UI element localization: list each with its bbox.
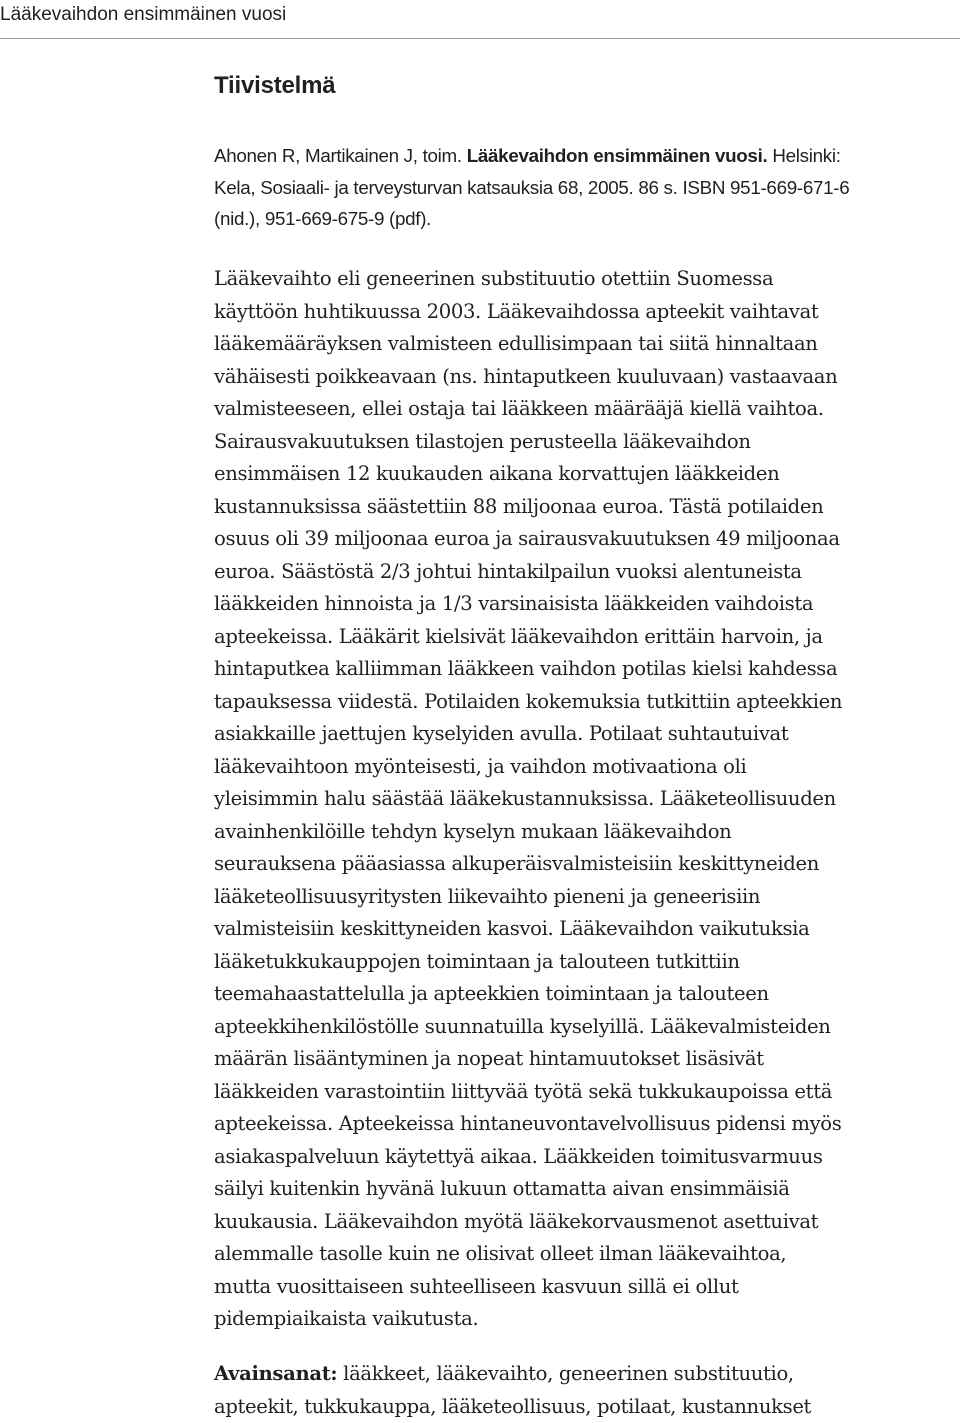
- abstract-line: kuukausia. Lääkevaihdon myötä lääkekorvausmenot asettuivat: [214, 1206, 954, 1239]
- abstract-line: lääketeollisuusyritysten liikevaihto pieneni ja geneerisiin: [214, 881, 954, 914]
- abstract-line: kustannuksissa säästettiin 88 miljoonaa euroa. Tästä potilaiden: [214, 491, 954, 524]
- citation-line-1: [214, 140, 954, 172]
- keywords: [214, 1358, 954, 1423]
- abstract-line: lääkkeiden varastointiin liittyvää työtä sekä tukkukaupoissa että: [214, 1076, 954, 1109]
- abstract-line: vähäisesti poikkeavaan (ns. hintaputkeen kuuluvaan) vastaavaan: [214, 361, 954, 394]
- citation-line-3: (nid.), 951-669-675-9 (pdf).: [214, 203, 954, 235]
- abstract-line: Lääkevaihto eli geneerinen substituutio otettiin Suomessa: [214, 263, 954, 296]
- header-divider: [0, 38, 960, 39]
- abstract-line: tapauksessa viidestä. Potilaiden kokemuksia tutkittiin apteekkien: [214, 686, 954, 719]
- abstract-line: euroa. Säästöstä 2/3 johtui hintakilpailun vuoksi alentuneista: [214, 556, 954, 589]
- abstract-line: alemmalle tasolle kuin ne olisivat olleet ilman lääkevaihtoa,: [214, 1238, 954, 1271]
- abstract-line: teemahaastattelulla ja apteekkien toimintaan ja talouteen: [214, 978, 954, 1011]
- keywords-list-part-1: lääkkeet, lääkevaihto, geneerinen substituutio,: [337, 1362, 794, 1385]
- abstract-line: osuus oli 39 miljoonaa euroa ja sairausvakuutuksen 49 miljoonaa: [214, 523, 954, 556]
- citation-book-title: Lääkevaihdon ensimmäinen vuosi.: [467, 145, 768, 166]
- abstract-line: lääkevaihtoon myönteisesti, ja vaihdon motivaationa oli: [214, 751, 954, 784]
- citation-authors: Ahonen R, Martikainen J, toim.: [214, 145, 467, 166]
- abstract-line: seurauksena pääasiassa alkuperäisvalmisteisiin keskittyneiden: [214, 848, 954, 881]
- abstract-line: apteekkihenkilöstölle suunnatuilla kyselyillä. Lääkevalmisteiden: [214, 1011, 954, 1044]
- abstract-line: asiakaspalveluun käytettyä aikaa. Lääkkeiden toimitusvarmuus: [214, 1141, 954, 1174]
- section-title: Tiivistelmä: [214, 72, 335, 100]
- abstract-line: määrän lisääntyminen ja nopeat hintamuutokset lisäsivät: [214, 1043, 954, 1076]
- abstract-line: apteekeissa. Lääkärit kielsivät lääkevaihdon erittäin harvoin, ja: [214, 621, 954, 654]
- keywords-label: Avainsanat:: [214, 1362, 337, 1385]
- citation-line-2: Kela, Sosiaali- ja terveysturvan katsauksia 68, 2005. 86 s. ISBN 951-669-671-6: [214, 172, 954, 204]
- keywords-list-part-2: apteekit, tukkukauppa, lääketeollisuus, potilaat, kustannukset: [214, 1391, 954, 1423]
- abstract-line: Sairausvakuutuksen tilastojen perusteella lääkevaihdon: [214, 426, 954, 459]
- abstract-line: ensimmäisen 12 kuukauden aikana korvattujen lääkkeiden: [214, 458, 954, 491]
- abstract-line: yleisimmin halu säästää lääkekustannuksissa. Lääketeollisuuden: [214, 783, 954, 816]
- abstract-line: hintaputkea kalliimman lääkkeen vaihdon potilas kielsi kahdessa: [214, 653, 954, 686]
- abstract-line: pidempiaikaista vaikutusta.: [214, 1303, 954, 1336]
- running-header-title: Lääkevaihdon ensimmäinen vuosi: [0, 4, 286, 26]
- abstract-line: käyttöön huhtikuussa 2003. Lääkevaihdossa apteekit vaihtavat: [214, 296, 954, 329]
- abstract-line: asiakkaille jaettujen kyselyiden avulla. Potilaat suhtautuivat: [214, 718, 954, 751]
- abstract-line: lääketukkukauppojen toimintaan ja talouteen tutkittiin: [214, 946, 954, 979]
- keywords-line-1: [214, 1358, 954, 1391]
- abstract-line: valmisteisiin keskittyneiden kasvoi. Lääkevaihdon vaikutuksia: [214, 913, 954, 946]
- abstract-line: lääkkeiden hinnoista ja 1/3 varsinaisista lääkkeiden vaihdoista: [214, 588, 954, 621]
- citation: [214, 140, 954, 235]
- abstract-line: apteekeissa. Apteekeissa hintaneuvontavelvollisuus pidensi myös: [214, 1108, 954, 1141]
- abstract-line: mutta vuosittaiseen suhteelliseen kasvuun sillä ei ollut: [214, 1271, 954, 1304]
- abstract-line: avainhenkilöille tehdyn kyselyn mukaan lääkevaihdon: [214, 816, 954, 849]
- abstract-line: lääkemääräyksen valmisteen edullisimpaan tai siitä hinnaltaan: [214, 328, 954, 361]
- citation-publisher-place: Helsinki:: [767, 145, 840, 166]
- abstract-line: säilyi kuitenkin hyvänä lukuun ottamatta aivan ensimmäisiä: [214, 1173, 954, 1206]
- abstract-body: [214, 263, 954, 1336]
- abstract-line: valmisteeseen, ellei ostaja tai lääkkeen määrääjä kiellä vaihtoa.: [214, 393, 954, 426]
